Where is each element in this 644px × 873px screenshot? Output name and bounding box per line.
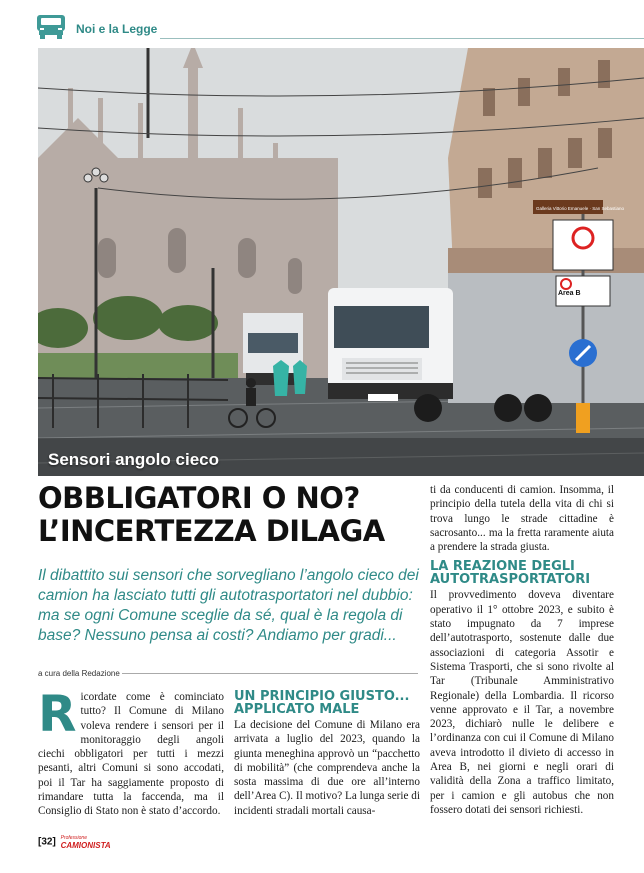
section-title: Noi e la Legge (76, 22, 158, 36)
truck-front-icon (34, 14, 68, 40)
article-headline (38, 482, 428, 548)
column-1-text: icordate come è cominciato tutto? Il Comune di Milano voleva rendere i sensori per il monitoraggio degli angoli ciechi obbligatori per tutti i mezzi pesanti, altri Comuni si sono accodati, poi il Tar ha saggiamente proposto di rimandare tutta la faccenda, ma il Consiglio di Stato non è stato d’accordo. (38, 691, 224, 818)
subhead-reazione: LA REAZIONE DEGLI AUTOTRASPORTATORI (430, 559, 591, 588)
column-3-text-top: ti da conducenti di camion. Insomma, il principio della tutela della vita di chi si trova lungo le strade cittadine è sacrosanto... ma la fretta raramente aiuta a prendere la strada giusta. (430, 484, 614, 554)
column-3-text-bottom: Il provvedimento doveva diventare operativo il 1° ottobre 2023, e subito è stato impugnato da 7 imprese dell’autotrasporto, sostenute dalle due associazioni di categoria Assotir e Sistema Trasporti, che si sono rivolte al Tar (Tribunale Amministrativo Regionale) della Lombardia. Il ricorso venne approvato e il Tar, a novembre 2023, dichiarò nulle le delibere e l’ordinanza con cui il Comune di Milano aveva introdotto il divieto di accesso in Area B, nei giorni e negli orari di validità della Zona a traffico limitato, per i camion e gli autobus che non fossero dotati dei sensori richiesti. (430, 589, 614, 816)
drop-cap: R (38, 685, 77, 743)
page-number: [32] (38, 836, 56, 848)
logo-top-text: Professione (60, 835, 87, 841)
body-column-1 (38, 685, 224, 819)
article-deck: Il dibattito sui sensori che sorvegliano l’angolo cieco dei camion ha lasciato tutti gli autotrasportatori nel dubbio: ma se ogni Comune sceglie da sé, qual è la regola di base? Nessuno pensa ai costi? Andiamo per gradi... (38, 567, 419, 644)
hero-photo (38, 48, 644, 476)
duomo-street-illustration (38, 48, 644, 476)
magazine-logo (61, 834, 111, 850)
byline (38, 669, 418, 678)
page-footer (38, 834, 111, 850)
photo-caption: Sensori angolo cieco (48, 450, 219, 469)
header-divider (160, 38, 644, 39)
byline-text: a cura della Redazione (38, 669, 120, 678)
headline-line-2: L’INCERTEZZA DILAGA (38, 514, 385, 548)
body-column-3 (430, 483, 614, 817)
column-2-text: La decisione del Comune di Milano era arrivata a luglio del 2023, quando la giunta meneghina approvò un “pacchetto di mobilità” (che comprendeva anche la sosta massima di due ore all’interno dell’Area C). Il motivo? La lunga serie di incidenti stradali mortali causa- (234, 719, 420, 817)
body-column-2 (234, 690, 420, 818)
byline-rule (122, 673, 418, 674)
area-b-sign-text: Area B (558, 290, 581, 297)
page-header (0, 0, 644, 48)
street-sign-text: Galleria Vittorio Emanuele · San Sebastiano (536, 206, 624, 211)
headline-line-1: OBBLIGATORI O NO? (38, 481, 360, 515)
subhead-principio: UN PRINCIPIO GIUSTO... APPLICATO MALE (234, 689, 410, 717)
logo-main-text: CAMIONISTA (60, 841, 111, 850)
